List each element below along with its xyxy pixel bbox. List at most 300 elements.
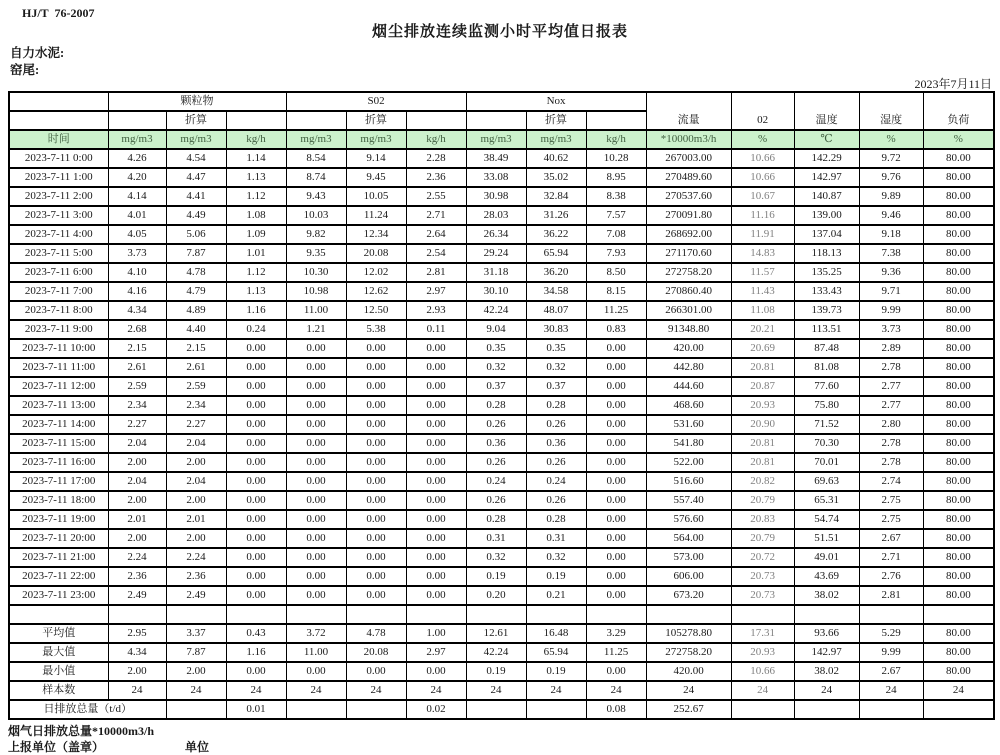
- time-cell: 2023-7-11 19:00: [9, 510, 108, 529]
- value-cell: 34.58: [526, 282, 586, 301]
- value-cell: 20.79: [731, 491, 794, 510]
- value-cell: 0.20: [466, 586, 526, 605]
- value-cell: 0.00: [346, 567, 406, 586]
- value-cell: 3.72: [286, 624, 346, 643]
- value-cell: 12.50: [346, 301, 406, 320]
- value-cell: 20.73: [731, 567, 794, 586]
- empty-cell: [166, 605, 226, 624]
- value-cell: 0.00: [406, 567, 466, 586]
- value-cell: 11.25: [586, 643, 646, 662]
- summary-row: [9, 624, 994, 643]
- value-cell: 4.78: [166, 263, 226, 282]
- value-cell: 5.38: [346, 320, 406, 339]
- value-cell: 80.00: [923, 548, 994, 567]
- value-cell: 11.00: [286, 643, 346, 662]
- value-cell: 0.00: [586, 339, 646, 358]
- daily-total-label: 日排放总量（t/d）: [9, 700, 166, 719]
- value-cell: 0.00: [286, 434, 346, 453]
- value-cell: 0.00: [586, 529, 646, 548]
- value-cell: 2.81: [859, 586, 923, 605]
- value-cell: 4.49: [166, 206, 226, 225]
- value-cell: 1.16: [226, 301, 286, 320]
- value-cell: 0.19: [526, 662, 586, 681]
- value-cell: 33.08: [466, 168, 526, 187]
- value-cell: 2.24: [166, 548, 226, 567]
- time-cell: 2023-7-11 6:00: [9, 263, 108, 282]
- value-cell: 0.00: [346, 453, 406, 472]
- spacer-row: [9, 605, 994, 624]
- data-row: [9, 358, 994, 377]
- company-label: 自力水泥:: [10, 46, 65, 60]
- unit-cell: %: [923, 130, 994, 149]
- value-cell: 80.00: [923, 282, 994, 301]
- empty-cell: [406, 605, 466, 624]
- value-cell: 10.66: [731, 149, 794, 168]
- value-cell: 10.66: [731, 662, 794, 681]
- value-cell: 0.00: [406, 415, 466, 434]
- value-cell: 65.94: [526, 244, 586, 263]
- value-cell: 80.00: [923, 567, 994, 586]
- daily-total-cell: [859, 700, 923, 719]
- value-cell: 4.47: [166, 168, 226, 187]
- value-cell: 0.00: [406, 358, 466, 377]
- value-cell: 0.26: [466, 415, 526, 434]
- group-particulate: 颗粒物: [108, 92, 286, 111]
- value-cell: 2.34: [166, 396, 226, 415]
- value-cell: 0.00: [226, 662, 286, 681]
- data-row: [9, 263, 994, 282]
- empty-cell: [859, 605, 923, 624]
- data-row: [9, 282, 994, 301]
- value-cell: 0.00: [226, 339, 286, 358]
- value-cell: 80.00: [923, 377, 994, 396]
- value-cell: 2.00: [108, 662, 166, 681]
- value-cell: 2.71: [406, 206, 466, 225]
- value-cell: 11.57: [731, 263, 794, 282]
- value-cell: 12.61: [466, 624, 526, 643]
- value-cell: 8.95: [586, 168, 646, 187]
- value-cell: 80.00: [923, 643, 994, 662]
- value-cell: 2.93: [406, 301, 466, 320]
- value-cell: 0.00: [586, 453, 646, 472]
- value-cell: 91348.80: [646, 320, 731, 339]
- value-cell: 0.19: [466, 662, 526, 681]
- value-cell: 2.76: [859, 567, 923, 586]
- value-cell: 2.68: [108, 320, 166, 339]
- value-cell: 4.05: [108, 225, 166, 244]
- value-cell: 0.00: [346, 662, 406, 681]
- value-cell: 3.73: [859, 320, 923, 339]
- value-cell: 20.87: [731, 377, 794, 396]
- value-cell: 0.32: [526, 358, 586, 377]
- page-title: 烟尘排放连续监测小时平均值日报表: [371, 24, 628, 40]
- value-cell: 2.15: [166, 339, 226, 358]
- value-cell: 70.30: [794, 434, 859, 453]
- value-cell: 2.75: [859, 510, 923, 529]
- time-cell: 2023-7-11 2:00: [9, 187, 108, 206]
- time-cell: 2023-7-11 9:00: [9, 320, 108, 339]
- value-cell: 142.97: [794, 643, 859, 662]
- value-cell: 31.18: [466, 263, 526, 282]
- value-cell: 11.00: [286, 301, 346, 320]
- value-cell: 0.00: [286, 510, 346, 529]
- value-cell: 0.00: [406, 434, 466, 453]
- value-cell: 77.60: [794, 377, 859, 396]
- value-cell: 69.63: [794, 472, 859, 491]
- blank-cell: [406, 111, 466, 130]
- value-cell: 0.00: [406, 339, 466, 358]
- value-cell: 2.97: [406, 643, 466, 662]
- time-cell: 2023-7-11 15:00: [9, 434, 108, 453]
- value-cell: 30.10: [466, 282, 526, 301]
- unit-cell: mg/m3: [166, 130, 226, 149]
- value-cell: 9.43: [286, 187, 346, 206]
- value-cell: 2.28: [406, 149, 466, 168]
- value-cell: 4.34: [108, 643, 166, 662]
- value-cell: 0.00: [586, 491, 646, 510]
- value-cell: 42.24: [466, 643, 526, 662]
- empty-cell: [346, 605, 406, 624]
- value-cell: 9.14: [346, 149, 406, 168]
- value-cell: 16.48: [526, 624, 586, 643]
- value-cell: 0.26: [466, 453, 526, 472]
- value-cell: 26.34: [466, 225, 526, 244]
- value-cell: 40.62: [526, 149, 586, 168]
- summary-label: 最大值: [9, 643, 108, 662]
- value-cell: 9.99: [859, 643, 923, 662]
- value-cell: 4.10: [108, 263, 166, 282]
- reporting-unit-label: 上报单位（盖章）: [8, 740, 105, 754]
- time-cell: 2023-7-11 14:00: [9, 415, 108, 434]
- value-cell: 2.95: [108, 624, 166, 643]
- value-cell: 0.00: [226, 529, 286, 548]
- unit-cell: mg/m3: [346, 130, 406, 149]
- value-cell: 0.00: [586, 662, 646, 681]
- value-cell: 11.91: [731, 225, 794, 244]
- value-cell: 65.31: [794, 491, 859, 510]
- value-cell: 38.02: [794, 662, 859, 681]
- value-cell: 2.75: [859, 491, 923, 510]
- value-cell: 80.00: [923, 320, 994, 339]
- value-cell: 28.03: [466, 206, 526, 225]
- value-cell: 2.00: [166, 662, 226, 681]
- unit-cell: mg/m3: [108, 130, 166, 149]
- unit-cell: mg/m3: [466, 130, 526, 149]
- data-row: [9, 168, 994, 187]
- value-cell: 2.04: [166, 434, 226, 453]
- time-cell: 2023-7-11 18:00: [9, 491, 108, 510]
- value-cell: 2.36: [406, 168, 466, 187]
- value-cell: 24: [346, 681, 406, 700]
- value-cell: 1.14: [226, 149, 286, 168]
- value-cell: 4.01: [108, 206, 166, 225]
- value-cell: 2.67: [859, 529, 923, 548]
- value-cell: 9.89: [859, 187, 923, 206]
- value-cell: 268692.00: [646, 225, 731, 244]
- value-cell: 0.00: [286, 377, 346, 396]
- value-cell: 0.00: [346, 396, 406, 415]
- value-cell: 0.00: [286, 548, 346, 567]
- value-cell: 557.40: [646, 491, 731, 510]
- summary-label: 平均值: [9, 624, 108, 643]
- value-cell: 468.60: [646, 396, 731, 415]
- value-cell: 0.00: [286, 339, 346, 358]
- blank-cell: [9, 111, 108, 130]
- time-cell: 2023-7-11 10:00: [9, 339, 108, 358]
- value-cell: 0.26: [526, 453, 586, 472]
- value-cell: 20.81: [731, 434, 794, 453]
- value-cell: 1.01: [226, 244, 286, 263]
- value-cell: 87.48: [794, 339, 859, 358]
- value-cell: 2.74: [859, 472, 923, 491]
- value-cell: 0.00: [406, 396, 466, 415]
- value-cell: 3.73: [108, 244, 166, 263]
- value-cell: 2.59: [166, 377, 226, 396]
- value-cell: 24: [646, 681, 731, 700]
- value-cell: 142.97: [794, 168, 859, 187]
- value-cell: 0.00: [226, 491, 286, 510]
- value-cell: 80.00: [923, 225, 994, 244]
- value-cell: 0.26: [526, 491, 586, 510]
- blank-cell: [586, 111, 646, 130]
- value-cell: 9.36: [859, 263, 923, 282]
- value-cell: 0.00: [226, 510, 286, 529]
- value-cell: 80.00: [923, 244, 994, 263]
- value-cell: 0.00: [346, 358, 406, 377]
- data-row: [9, 434, 994, 453]
- value-cell: 2.78: [859, 434, 923, 453]
- value-cell: 0.00: [406, 586, 466, 605]
- value-cell: 2.01: [108, 510, 166, 529]
- empty-cell: [108, 605, 166, 624]
- time-cell: 2023-7-11 22:00: [9, 567, 108, 586]
- value-cell: 20.72: [731, 548, 794, 567]
- daily-total-cell: [286, 700, 346, 719]
- value-cell: 80.00: [923, 415, 994, 434]
- value-cell: 24: [108, 681, 166, 700]
- value-cell: 2.78: [859, 358, 923, 377]
- data-row: [9, 548, 994, 567]
- summary-row: [9, 643, 994, 662]
- value-cell: 24: [406, 681, 466, 700]
- value-cell: 10.30: [286, 263, 346, 282]
- col-flow: 流量: [646, 92, 731, 130]
- value-cell: 442.80: [646, 358, 731, 377]
- value-cell: 80.00: [923, 510, 994, 529]
- value-cell: 2.97: [406, 282, 466, 301]
- header-group-row: [9, 92, 994, 111]
- empty-cell: [794, 605, 859, 624]
- value-cell: 2.77: [859, 377, 923, 396]
- converted-label: 折算: [346, 111, 406, 130]
- value-cell: 0.43: [226, 624, 286, 643]
- value-cell: 9.82: [286, 225, 346, 244]
- value-cell: 516.60: [646, 472, 731, 491]
- value-cell: 1.12: [226, 263, 286, 282]
- value-cell: 24: [586, 681, 646, 700]
- unit-cell: %: [859, 130, 923, 149]
- daily-total-cell: 0.08: [586, 700, 646, 719]
- value-cell: 20.81: [731, 358, 794, 377]
- value-cell: 0.00: [406, 472, 466, 491]
- value-cell: 0.35: [526, 339, 586, 358]
- time-cell: 2023-7-11 12:00: [9, 377, 108, 396]
- value-cell: 1.13: [226, 282, 286, 301]
- value-cell: 24: [731, 681, 794, 700]
- value-cell: 80.00: [923, 396, 994, 415]
- value-cell: 272758.20: [646, 263, 731, 282]
- daily-total-cell: 0.01: [226, 700, 286, 719]
- data-row: [9, 339, 994, 358]
- value-cell: 576.60: [646, 510, 731, 529]
- value-cell: 30.83: [526, 320, 586, 339]
- value-cell: 0.36: [526, 434, 586, 453]
- value-cell: 4.20: [108, 168, 166, 187]
- value-cell: 0.26: [526, 415, 586, 434]
- value-cell: 2.49: [166, 586, 226, 605]
- value-cell: 0.83: [586, 320, 646, 339]
- time-cell: 2023-7-11 13:00: [9, 396, 108, 415]
- time-cell: 2023-7-11 3:00: [9, 206, 108, 225]
- value-cell: 7.38: [859, 244, 923, 263]
- value-cell: 0.00: [586, 586, 646, 605]
- data-row: [9, 510, 994, 529]
- value-cell: 20.79: [731, 529, 794, 548]
- value-cell: 0.00: [406, 529, 466, 548]
- converted-label: 折算: [526, 111, 586, 130]
- value-cell: 0.00: [226, 434, 286, 453]
- value-cell: 31.26: [526, 206, 586, 225]
- value-cell: 0.00: [346, 377, 406, 396]
- value-cell: 113.51: [794, 320, 859, 339]
- value-cell: 24: [859, 681, 923, 700]
- value-cell: 12.34: [346, 225, 406, 244]
- unit-cell: mg/m3: [526, 130, 586, 149]
- value-cell: 36.22: [526, 225, 586, 244]
- value-cell: 0.28: [526, 510, 586, 529]
- value-cell: 0.19: [466, 567, 526, 586]
- col-humidity: 湿度: [859, 92, 923, 130]
- value-cell: 35.02: [526, 168, 586, 187]
- value-cell: 0.00: [346, 472, 406, 491]
- value-cell: 0.00: [286, 586, 346, 605]
- value-cell: 266301.00: [646, 301, 731, 320]
- value-cell: 65.94: [526, 643, 586, 662]
- value-cell: 0.00: [226, 396, 286, 415]
- data-row: [9, 396, 994, 415]
- value-cell: 0.00: [346, 415, 406, 434]
- value-cell: 0.31: [526, 529, 586, 548]
- value-cell: 0.24: [466, 472, 526, 491]
- value-cell: 0.00: [226, 453, 286, 472]
- value-cell: 267003.00: [646, 149, 731, 168]
- value-cell: 4.14: [108, 187, 166, 206]
- value-cell: 0.28: [466, 396, 526, 415]
- value-cell: 0.00: [286, 567, 346, 586]
- value-cell: 0.19: [526, 567, 586, 586]
- value-cell: 24: [923, 681, 994, 700]
- value-cell: 142.29: [794, 149, 859, 168]
- value-cell: 139.00: [794, 206, 859, 225]
- value-cell: 0.36: [466, 434, 526, 453]
- daily-total-cell: [731, 700, 794, 719]
- value-cell: 2.04: [166, 472, 226, 491]
- value-cell: 2.81: [406, 263, 466, 282]
- value-cell: 0.00: [586, 548, 646, 567]
- value-cell: 3.37: [166, 624, 226, 643]
- value-cell: 10.28: [586, 149, 646, 168]
- value-cell: 20.73: [731, 586, 794, 605]
- value-cell: 133.43: [794, 282, 859, 301]
- daily-total-cell: [794, 700, 859, 719]
- value-cell: 20.08: [346, 244, 406, 263]
- value-cell: 2.00: [166, 491, 226, 510]
- value-cell: 0.00: [586, 396, 646, 415]
- value-cell: 0.24: [526, 472, 586, 491]
- value-cell: 80.00: [923, 434, 994, 453]
- value-cell: 10.67: [731, 187, 794, 206]
- data-row: [9, 301, 994, 320]
- value-cell: 11.25: [586, 301, 646, 320]
- value-cell: 0.00: [586, 567, 646, 586]
- value-cell: 71.52: [794, 415, 859, 434]
- value-cell: 2.36: [166, 567, 226, 586]
- value-cell: 43.69: [794, 567, 859, 586]
- value-cell: 2.00: [166, 529, 226, 548]
- value-cell: 0.32: [466, 358, 526, 377]
- value-cell: 0.00: [406, 548, 466, 567]
- value-cell: 0.00: [286, 491, 346, 510]
- value-cell: 4.26: [108, 149, 166, 168]
- daily-total-cell: [923, 700, 994, 719]
- value-cell: 10.03: [286, 206, 346, 225]
- value-cell: 606.00: [646, 567, 731, 586]
- data-row: [9, 586, 994, 605]
- value-cell: 0.00: [346, 548, 406, 567]
- value-cell: 70.01: [794, 453, 859, 472]
- time-header: 时间: [9, 130, 108, 149]
- report-date: 2023年7月11日: [914, 77, 992, 91]
- value-cell: 30.98: [466, 187, 526, 206]
- value-cell: 20.83: [731, 510, 794, 529]
- value-cell: 2.71: [859, 548, 923, 567]
- value-cell: 420.00: [646, 339, 731, 358]
- value-cell: 0.00: [406, 662, 466, 681]
- unit-label: 单位: [185, 740, 210, 754]
- value-cell: 4.16: [108, 282, 166, 301]
- data-row: [9, 225, 994, 244]
- value-cell: 1.13: [226, 168, 286, 187]
- group-nox: Nox: [466, 92, 646, 111]
- value-cell: 80.00: [923, 624, 994, 643]
- value-cell: 0.35: [466, 339, 526, 358]
- value-cell: 7.93: [586, 244, 646, 263]
- value-cell: 270489.60: [646, 168, 731, 187]
- data-row: [9, 377, 994, 396]
- time-cell: 2023-7-11 5:00: [9, 244, 108, 263]
- value-cell: 4.40: [166, 320, 226, 339]
- value-cell: 4.78: [346, 624, 406, 643]
- empty-cell: [466, 605, 526, 624]
- value-cell: 673.20: [646, 586, 731, 605]
- value-cell: 2.00: [166, 453, 226, 472]
- value-cell: 0.00: [286, 358, 346, 377]
- value-cell: 0.00: [226, 548, 286, 567]
- value-cell: 0.00: [586, 415, 646, 434]
- value-cell: 0.00: [286, 415, 346, 434]
- value-cell: 522.00: [646, 453, 731, 472]
- unit-cell: kg/h: [406, 130, 466, 149]
